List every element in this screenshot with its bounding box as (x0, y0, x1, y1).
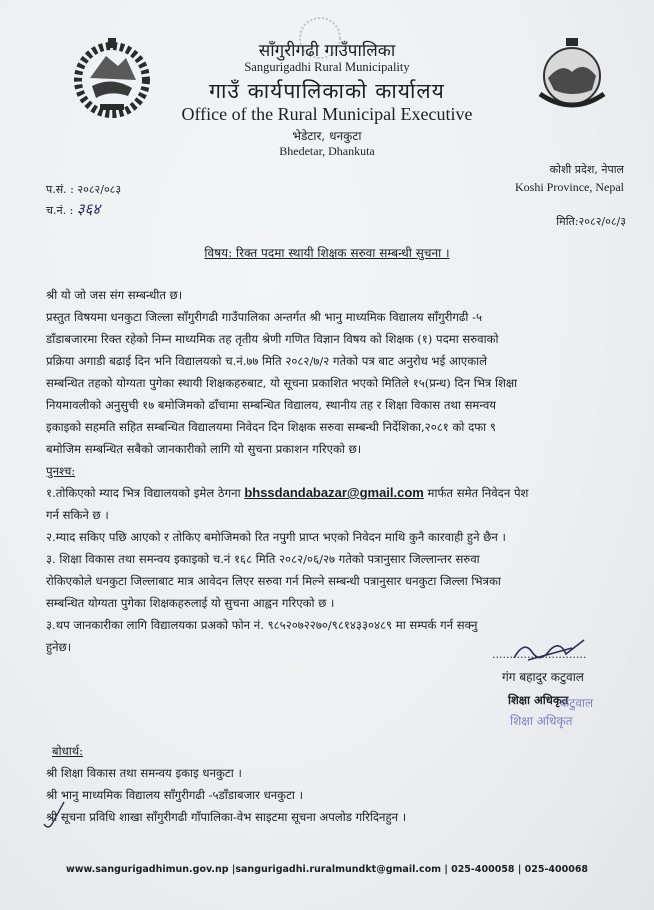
signature-icon (510, 636, 590, 668)
office-name-en: Office of the Rural Municipal Executive (181, 104, 473, 124)
cc-item: श्री भानु माध्यमिक विद्यालय साँगुरीगढी -५डाँडाबजार धनकुटा । (46, 788, 303, 802)
stamp-name: कटुवाल (560, 696, 594, 710)
postscript-item-4-line2: हुनेछ। (46, 640, 72, 654)
stamp-title: शिक्षा अधिकृत (510, 714, 573, 728)
location-en: Bhedetar, Dhankuta (279, 144, 375, 158)
signatory-title: शिक्षा अधिकृत (508, 693, 569, 707)
postscript-item-3: ३. शिक्षा विकास तथा समन्वय इकाइको च.नं १६८ मिति २०८२/०६/२७ गतेको पत्रानुसार जिल्लान्तर सरुवा (46, 552, 480, 566)
dispatch-number (46, 199, 100, 219)
body-line: डाँडाबजारमा रिक्त रहेको निम्न माध्यमिक तह तृतीय श्रेणी गणित विज्ञान विषय को शिक्षक (१) पदमा सरुवाको (46, 332, 499, 346)
postscript-title: पुनश्च: (46, 464, 76, 478)
postscript-item-2: २.म्याद सकिए पछि आएको र तोकिए बमोजिमको रित नपुगी प्राप्त भएको निवेदन माथि कुनै कारवाही हुने छैन । (46, 530, 506, 544)
cc-item: श्री सूचना प्रविधि शाखा साँगुरीगढी गाँपालिका-वेभ साइटमा सूचना अपलोड गरिदिनहुन । (46, 810, 407, 824)
body-line: सम्बन्धित तहको योग्यता पुगेका स्थायी शिक्षकहरुबाट, यो सूचना प्रकाशित भएको मितिले १५(प्रन्ध) दिन भित्र शिक्षा (46, 376, 518, 390)
body-line: प्रक्रिया अगाडी बढाई दिन भनि विद्यालयको च.नं.७७ मिति २०८२/७/२ गतेको पत्र बाट अनुरोध भई आएकाले (46, 354, 487, 368)
reference-number: प.सं. : २०८२/०८३ (46, 183, 122, 196)
cc-item: श्री शिक्षा विकास तथा समन्वय इकाइ धनकुटा । (46, 766, 242, 780)
municipality-name-np: साँगुरीगढी गाउँपालिका (258, 41, 396, 61)
postscript-item-3: रोकिएकोले धनकुटा जिल्लाबाट मात्र आवेदन लिएर सरुवा गर्न मिल्ने सम्बन्धी पत्रानुसार धनकुटा जिल्ला भित्रका (46, 574, 501, 588)
footer-contact: www.sangurigadhimun.gov.np |sangurigadhi.ruralmundkt@gmail.com | 025-400058 | 025-400068 (65, 864, 589, 875)
dispatch-value: ३६४ (76, 200, 101, 218)
location-np: भेडेटार, धनकुटा (292, 129, 362, 143)
postscript-item-3: सम्बन्धित योग्यता पुगेका शिक्षकहरुलाई यो सुचना आह्वन गरिएको छ । (46, 596, 335, 610)
body-line: इकाइको सहमति सहित सम्बन्धित विद्यालयमा निवेदन दिन शिक्षक सरुवा सम्बन्धी निर्देशिका,२०८१ को दफा ९ (46, 420, 496, 434)
body-line: बमोजिम सम्बन्धित सबैको जानकारीको लागि यो सुचना प्रकाशन गरिएको छ। (46, 442, 362, 456)
body-line: नियमावलीको अनुसुची १७ बमोजिमको ढाँचामा सम्बन्धित विद्यालय, स्थानीय तह र शिक्षा विकास तथा समन्वय (46, 398, 496, 412)
signatory-name: गंग बहादुर कटुवाल (502, 670, 584, 684)
cc-section (46, 740, 606, 828)
school-email-link[interactable]: bhssdandabazar@gmail.com (244, 485, 424, 500)
body-line: प्रस्तुत विषयमा धनकुटा जिल्ला साँगुरीगढी गाउँपालिका अन्तर्गत श्री भानु माध्यमिक विद्यालय साँगुरीगढी -५ (46, 310, 483, 324)
postscript-item-1-text: १.तोकिएको म्याद भित्र विद्यालयको इमेल ठेगना (46, 486, 245, 500)
postscript-item-1 (46, 482, 621, 504)
postscript-item-1-suffix: मार्फत समेत निवेदन पेश (423, 486, 529, 500)
letter-body (46, 284, 621, 658)
office-name-np: गाउँ कार्यपालिकाको कार्यालय (209, 79, 445, 103)
letter-date: मिति:२०८२/०८/३ (556, 215, 626, 228)
salutation: श्री यो जो जस संग सम्बन्धीत छ। (46, 288, 183, 302)
signature-dots: ........................... (492, 648, 587, 661)
postscript-item-4: ३.थप जानकारीका लागि विद्यालयका प्रअको फोन नं. ९८५२०७२२७०/९८१४३३०४८९ मा सम्पर्क गर्न सक्नु (46, 618, 478, 632)
municipality-name-en: Sangurigadhi Rural Municipality (244, 60, 410, 74)
check-mark-icon (42, 800, 68, 834)
dispatch-label: च.नं. : (46, 204, 74, 217)
subject-line: विषय: रिक्त पदमा स्थायी शिक्षक सरुवा सम्बन्धी सुचना । (204, 246, 450, 260)
cc-title: बोधार्थ: (52, 744, 84, 758)
province-en: Koshi Province, Nepal (515, 180, 624, 194)
postscript-item-1-line2: गर्न सकिने छ । (46, 508, 109, 522)
province-np: कोशी प्रदेश, नेपाल (549, 163, 624, 176)
